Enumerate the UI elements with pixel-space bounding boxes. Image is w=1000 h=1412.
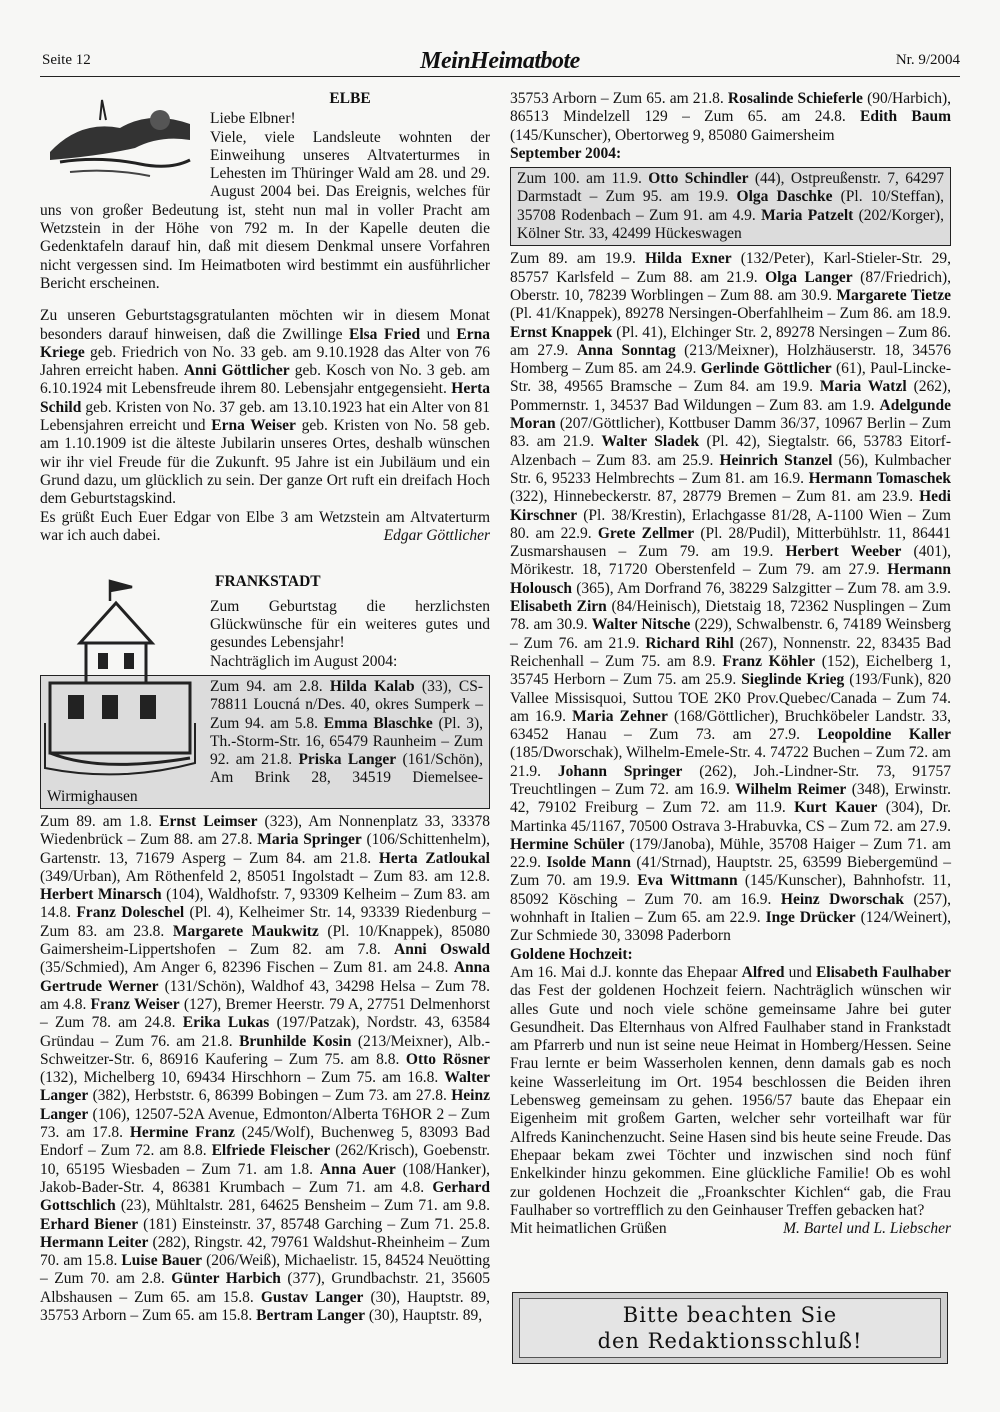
banner-line-1: Bitte beachten Sie [622, 1303, 838, 1327]
person-name: Gustav Langer [260, 1288, 364, 1306]
person-name: Olga Langer [765, 268, 853, 286]
person-name: Walter Sladek [601, 433, 700, 451]
page-number: Seite 12 [42, 52, 91, 68]
person-name: Anni Oswald [394, 941, 490, 959]
september-list: Zum 89. am 19.9. Hilda Exner (132/Peter), Karl-Stieler-Str. 29, 85757 Karlsfeld – Zum 88. am 21.9. Olga Langer (87/Friedrich), Oberstr. 10, 78239 Worblingen – Zum 88. am 30.9. Margarete Tietze (Pl. 41/Knappek), 89278 Nersingen-Oberfahlheim – Zum 86. am 18.9. Ernst Knappek (Pl. 41), Elchinger Str. 2, 89278 Nersingen – Zum 86. am 27.9. Anna Sonntag (213/Meixner), Holzhäuserstr. 18, 34576 Homberg – Zum 85. am 24.9. Gerlinde Göttlicher (61), Paul-Lincke-Str. 38, 49565 Bramsche – Zum 84. am 19.9. Maria Watzl (262), Pommernstr. 1, 34537 Bad Wildungen – Zum 83. am 1.9. Adelgunde Moran (207/Göttlicher), Kottbuser Damm 36/37, 10967 Berlin – Zum 83. am 21.9. Walter Sladek (Pl. 42), Siegtalstr. 66, 53783 Eitorf-Alzenbach – Zum 83. am 25.9. Heinrich Stanzel (56), Kulmbacher Str. 6, 95233 Helmbrechts – Zum 81. am 16.9. Hermann Tomaschek (322), Hinnebeckerstr. 87, 28779 Bremen – Zum 81. am 23.9. Hedi Kirschner (Pl. 38/Krestin), Erlachgasse 81/28, A-1100 Wien – Zum 80. am 22.9. Grete Zellmer (Pl. 28/Pudil), Mitterbühlstr. 11, 86441 Zusmarshausen – Zum 79. am 19.9. Herbert Weeber (401), Mörikestr. 18, 71720 Oberstenfeld – Zum 79. am 27.9. Hermann Holousch (365), Am Dorfrand 76, 38229 Salzgitter – Zum 78. am 3.9. Elisabeth Zirn (84/Heinisch), Dietstaig 18, 72362 Nusplingen – Zum 78. am 30.9. Walter Nitsche (229), Schwalbenstr. 6, 74189 Weinsberg – Zum 76. am 21.9. Richard Rihl (267), Nonnenstr. 22, 83435 Bad Reichenhall – Zum 75. am 8.9. Franz Köhler (152), Eichelberg 1, 35745 Herborn – Zum 75. am 25.9. Sieglinde Krieg (193/Funk), 820 Vallee Missisquoi, Suttou TOE 2K0 Prov.Quebec/Canada – Zum 74. am 16.9. Maria Zehner (168/Göttlicher), Bruchköbeler Landstr. 33, 63452 Hanau – Zum 73. am 27.9. Leopoldine Kaller (185/Dworschak), Wilhelm-Emele-Str. 4. 74722 Buchen – Zum 72. am 21.9. Johann Springer (262), Joh.-Lindner-Str. 73, 91757 Treuchtlingen – Zum 72. am 16.9. Wilhelm Reimer (348), Erwinstr. 42, 79102 Freiburg – Zum 72. am 11.9. Kurt Kauer (304), Dr. Martinka 45/1167, 70500 Ostrava 3-Hrabuvka, CS – Zum 72. am 27.9. Hermine Schüler (179/Janoba), Mühle, 35708 Haiger – Zum 71. am 22.9. Isolde Mann (41/Strnad), Hauptstr. 25, 63599 Biebergemünd – Zum 70. am 19.9. Eva Wittmann (145/Kunscher), Bahnhofstr. 11, 85092 Kösching – Zum 70. am 16.9. Heinz Dworschak (257), wohnhaft in Italien – Zum 65. am 22.9. Inge Drücker (124/Weinert), Zur Schmiede 30, 33098 Paderborn [510, 250, 952, 945]
person-name: Anna Auer [319, 1160, 396, 1178]
person-name: Kurt Kauer [794, 799, 878, 817]
castle-tower-icon [40, 573, 200, 778]
person-name: Herbert Weeber [785, 543, 902, 561]
person-name: Maria Patzelt [761, 206, 854, 224]
person-name: Sieglinde Krieg [741, 671, 845, 689]
person-name: Margarete Maukwitz [172, 922, 319, 940]
person-name: Brunhilde Kosin [239, 1032, 352, 1050]
person-name: Walter Langer [40, 1069, 490, 1105]
person-name: Hermann Leiter [40, 1233, 149, 1251]
person-name: Otto Rösner [405, 1050, 490, 1068]
person-name: Elfriede Fleischer [211, 1142, 331, 1160]
elbe-paragraph-1: Viele, viele Landsleute wohnten der Einweihung unseres Altvaterturmes in Lehesten im Thüringer Wald am 28. und 29. August 2004 bei. Das Ereignis, welches für uns von großer Bedeutung ist, steht nun mal in voller Pracht am Wetzstein in der Höhe von 792 m. In der Kapelle deuten die Gedenktafeln darauf hin, daß mit diesem Denkmal unsere Vorfahren nicht vergessen sind. Im Heimatboten wird bestimmt ein ausführlicher Bericht erscheinen. [40, 128, 490, 292]
person-name: Olga Daschke [736, 188, 833, 206]
elbe-paragraph-3: Es grüßt Euch Euer Edgar von Elbe 3 am Wetzstein am Altvaterturm war ich auch dabei. [40, 508, 490, 544]
person-name: Heinrich Stanzel [719, 451, 833, 469]
person-name: Eva Wittmann [637, 872, 738, 890]
person-name: Hermine Schüler [510, 835, 625, 853]
left-column [40, 90, 490, 1325]
golden-heading: Goldene Hochzeit: [510, 945, 633, 963]
person-name: Franz Köhler [722, 652, 816, 670]
person-name: Ernst Knappek [510, 323, 613, 341]
person-name: Hedi Kirschner [510, 488, 951, 524]
person-name: Günter Harbich [171, 1270, 281, 1288]
person-name: Adelgunde Moran [510, 396, 951, 433]
person-name: Inge Drücker [765, 909, 856, 927]
person-name: Isolde Mann [546, 854, 632, 872]
frankstadt-box: Zum 94. am 2.8. Hilda Kalab (33), CS-78811 Loucná n/Des. 40, okres Sumperk – Zum 94. am 5.8. Emma Blaschke (Pl. 3), Th.-Storm-Str. 16, 65479 Raunheim – Zum 92. am 21.8. Priska Langer (161/Schön), Am Brink 28, 34519 Diemelsee-Wirmighausen [40, 675, 490, 809]
person-name: Bertram Langer [256, 1307, 366, 1324]
right-top-list: 35753 Arborn – Zum 65. am 21.8. Rosalinde Schieferle (90/Harbich), 86513 Mindelzell 129 – Zum 65. am 24.8. Edith Baum (145/Kunscher), Obertorweg 9, 85080 Gaimersheim [510, 90, 951, 144]
person-name: Anna Sonntag [576, 341, 676, 359]
person-name: Ernst Leimser [159, 812, 258, 830]
person-name: Herta Zatloukal [378, 849, 490, 867]
elbe-title: ELBE [329, 90, 371, 107]
person-name: Hilda Exner [644, 250, 732, 268]
person-name: Elisabeth Zirn [510, 598, 607, 616]
person-name: Hermine Franz [129, 1124, 235, 1142]
person-name: Leopoldine Kaller [817, 726, 951, 744]
elbe-greeting: Liebe Elbner! [210, 110, 296, 128]
person-name: Herbert Minarsch [40, 886, 162, 904]
frankstadt-intro: Zum Geburtstag die herzlichsten Glückwünsche für ein weiteres gutes und gesundes Lebensjahr! [210, 597, 490, 652]
person-name: Heinz Langer [40, 1087, 490, 1123]
closing-line: Mit heimatlichen Grüßen M. Bartel und L. Liebscher [510, 1220, 951, 1238]
elbe-signature: Edgar Göttlicher [383, 527, 490, 545]
person-name: Hermann Holousch [510, 561, 951, 597]
person-name: Alfred [741, 963, 785, 981]
right-column [510, 90, 951, 1238]
person-name: Otto Schindler [648, 170, 749, 188]
person-name: Erhard Biener [40, 1215, 139, 1233]
person-name: Elisabeth Faulhaber [815, 963, 951, 981]
person-name: Grete Zellmer [597, 524, 695, 542]
golden-text: Am 16. Mai d.J. konnte das Ehepaar Alfred und Elisabeth Faulhaber das Fest der goldenen Hochzeit feiern. Nachträglich wünschen wir alles Gute und noch viele schöne gemeinsame Jahre bei guter Gesundheit. Das Elternhaus von Alfred Faulhaber stand in Frankstadt am Pfarrerb und nun ist seine neue Heimat in Homberg/Hessen. Seine Frau lernte er beim Wasserholen kennen, denn damals gab es noch keine Wasserleitung im Ort. 1954 beschlossen die Beiden ihren Lebensweg gemeinsam zu gehen. 1956/57 baute das Ehepaar ein Eigenheim mit großem Garten, welcher sehr vorteilhaft war für Alfreds Kaninchenzucht. Seine Hasen sind bis heute seine Freude. Das Ehepaar bekam zwei Töchter und inzwischen sind noch fünf Enkelkinder hinzu gekommen. Eine glückliche Familie! Ob es wohl zur goldenen Hochzeit die „Froankschter Kichlen“ gab, die Frau Faulhaber so vortrefflich zu den Geinhauser Treffen gebacken hat? [510, 963, 951, 1219]
person-name: Edith Baum [860, 108, 951, 126]
frankstadt-title: FRANKSTADT [215, 573, 321, 591]
person-name: Luise Bauer [121, 1252, 203, 1270]
september-heading: September 2004: [510, 144, 622, 162]
person-name: Margarete Tietze [836, 286, 951, 304]
person-name: Maria Watzl [819, 378, 907, 396]
landscape-sketch-icon [40, 90, 200, 190]
person-name: Maria Zehner [572, 707, 668, 725]
person-name: Gerlinde Göttlicher [700, 360, 832, 378]
frankstadt-list: Zum 89. am 1.8. Ernst Leimser (323), Am Nonnenplatz 33, 33378 Wiedenbrück – Zum 88. am 27.8. Maria Springer (106/Schittenhelm), Gartenstr. 13, 71679 Asperg – Zum 84. am 21.8. Herta Zatloukal (349/Urban), Am Röthenfeld 2, 85051 Ingolstadt – Zum 83. am 12.8. Herbert Minarsch (104), Waldhofstr. 7, 93309 Kelheim – Zum 83. am 14.8. Franz Doleschel (Pl. 4), Kelheimer Str. 14, 93339 Riedenburg – Zum 83. am 23.8. Margarete Maukwitz (Pl. 10/Knappek), 85080 Gaimersheim-Lippertshofen – Zum 82. am 7.8. Anni Oswald (35/Schmied), Am Anger 6, 82396 Fischen – Zum 81. am 24.8. Anna Gertrude Werner (131/Schön), Waldhof 43, 34298 Helsa – Zum 78. am 4.8. Franz Weiser (127), Bremer Heerstr. 79 A, 27751 Delmenhorst – Zum 78. am 24.8. Erika Lukas (197/Patzak), Nordstr. 43, 63584 Gründau – Zum 76. am 21.8. Brunhilde Kosin (213/Meixner), Alb.-Schweitzer-Str. 6, 86916 Kaufering – Zum 75. am 8.8. Otto Rösner (132), Michelberg 10, 69434 Hirschhorn – Zum 75. am 16.8. Walter Langer (382), Herbststr. 6, 86399 Bobingen – Zum 73. am 27.8. Heinz Langer (106), 12507-52A Avenue, Edmonton/Alberta T6HOR 2 – Zum 73. am 17.8. Hermine Franz (245/Wolf), Buchenweg 5, 83093 Bad Endorf – Zum 72. am 8.8. Elfriede Fleischer (262/Krisch), Goebenstr. 10, 65195 Wiesbaden – Zum 71. am 1.8. Anna Auer (108/Hanker), Jakob-Bader-Str. 4, 86381 Krumbach – Zum 71. am 4.8. Gerhard Gottschlich (23), Mühltalstr. 281, 64625 Bensheim – Zum 71. am 9.8. Erhard Biener (181) Einsteinstr. 37, 85748 Garching – Zum 71. 25.8. Hermann Leiter (282), Ringstr. 42, 79761 Waldshut-Rheinheim – Zum 70. am 15.8. Luise Bauer (206/Weiß), Michaelistr. 15, 84524 Neuötting – Zum 70. am 2.8. Günter Harbich (377), Grundbachstr. 21, 35605 Albshausen – Zum 65. am 15.8. Gustav Langer (30), Hauptstr. 89, 35753 Arborn – Zum 65. am 15.8. Bertram Langer (30), Hauptstr. 89, [40, 812, 491, 1324]
person-name: Franz Weiser [90, 995, 180, 1013]
person-name: Maria Springer [257, 831, 362, 849]
page-header [40, 48, 960, 78]
person-name: Rosalinde Schieferle [727, 90, 863, 107]
person-name: Walter Nitsche [591, 616, 691, 634]
issue-number: Nr. 9/2004 [895, 52, 960, 68]
person-name: Wilhelm Reimer [735, 780, 847, 798]
frankstadt-late-label: Nachträglich im August 2004: [210, 652, 398, 670]
person-name: Hermann Tomaschek [808, 469, 951, 487]
elbe-paragraph-2: Zu unseren Geburtstagsgratulanten möchten wir in diesem Monat besonders darauf hinweisen, daß die Zwillinge Elsa Fried und Erna Kriege geb. Friedrich von No. 33 geb. am 9.10.1928 das Alter von 76 Jahren erreicht haben. Anni Göttlicher geb. Kosch von No. 3 geb. am 6.10.1924 mit Lebensfreude ihrem 80. Lebensjahr entgegensieht. Herta Schild geb. Kristen von No. 37 geb. am 13.10.1923 hat ein Alter von 81 Lebensjahren erreicht und Erna Weiser geb. Kristen von No. 58 geb. am 1.10.1909 ist die älteste Jubilarin unseres Ortes, deshalb wünschen wir ihr viel Freude für die Zukunft. 95 Jahre ist ein Jubiläum und ein Grund dazu, um glücklich zu sein. Der ganze Ort ruft ein dreifach Hoch dem Geburtstagskind. [40, 307, 490, 508]
person-name: Richard Rihl [645, 634, 734, 652]
person-name: Franz Doleschel [76, 904, 185, 922]
person-name: Johann Springer [557, 762, 683, 780]
header-rule [40, 76, 960, 77]
person-name: Gerhard Gottschlich [40, 1178, 490, 1215]
masthead-title: MeinHeimatbote [420, 48, 580, 74]
person-name: Erika Lukas [182, 1014, 270, 1032]
banner-line-2: den Redaktionsschluß! [597, 1329, 863, 1353]
september-box: Zum 100. am 11.9. Otto Schindler (44), Ostpreußenstr. 7, 64297 Darmstadt – Zum 95. am 19.9. Olga Daschke (Pl. 10/Steffan), 35708 Rodenbach – Zum 91. am 4.9. Maria Patzelt (202/Korger), Kölner Str. 33, 42499 Hückeswagen [510, 167, 951, 246]
closing-signature: M. Bartel und L. Liebscher [783, 1220, 951, 1238]
deadline-banner [512, 1292, 948, 1364]
person-name: Anna Gertrude Werner [40, 959, 490, 995]
person-name: Heinz Dworschak [780, 890, 905, 908]
